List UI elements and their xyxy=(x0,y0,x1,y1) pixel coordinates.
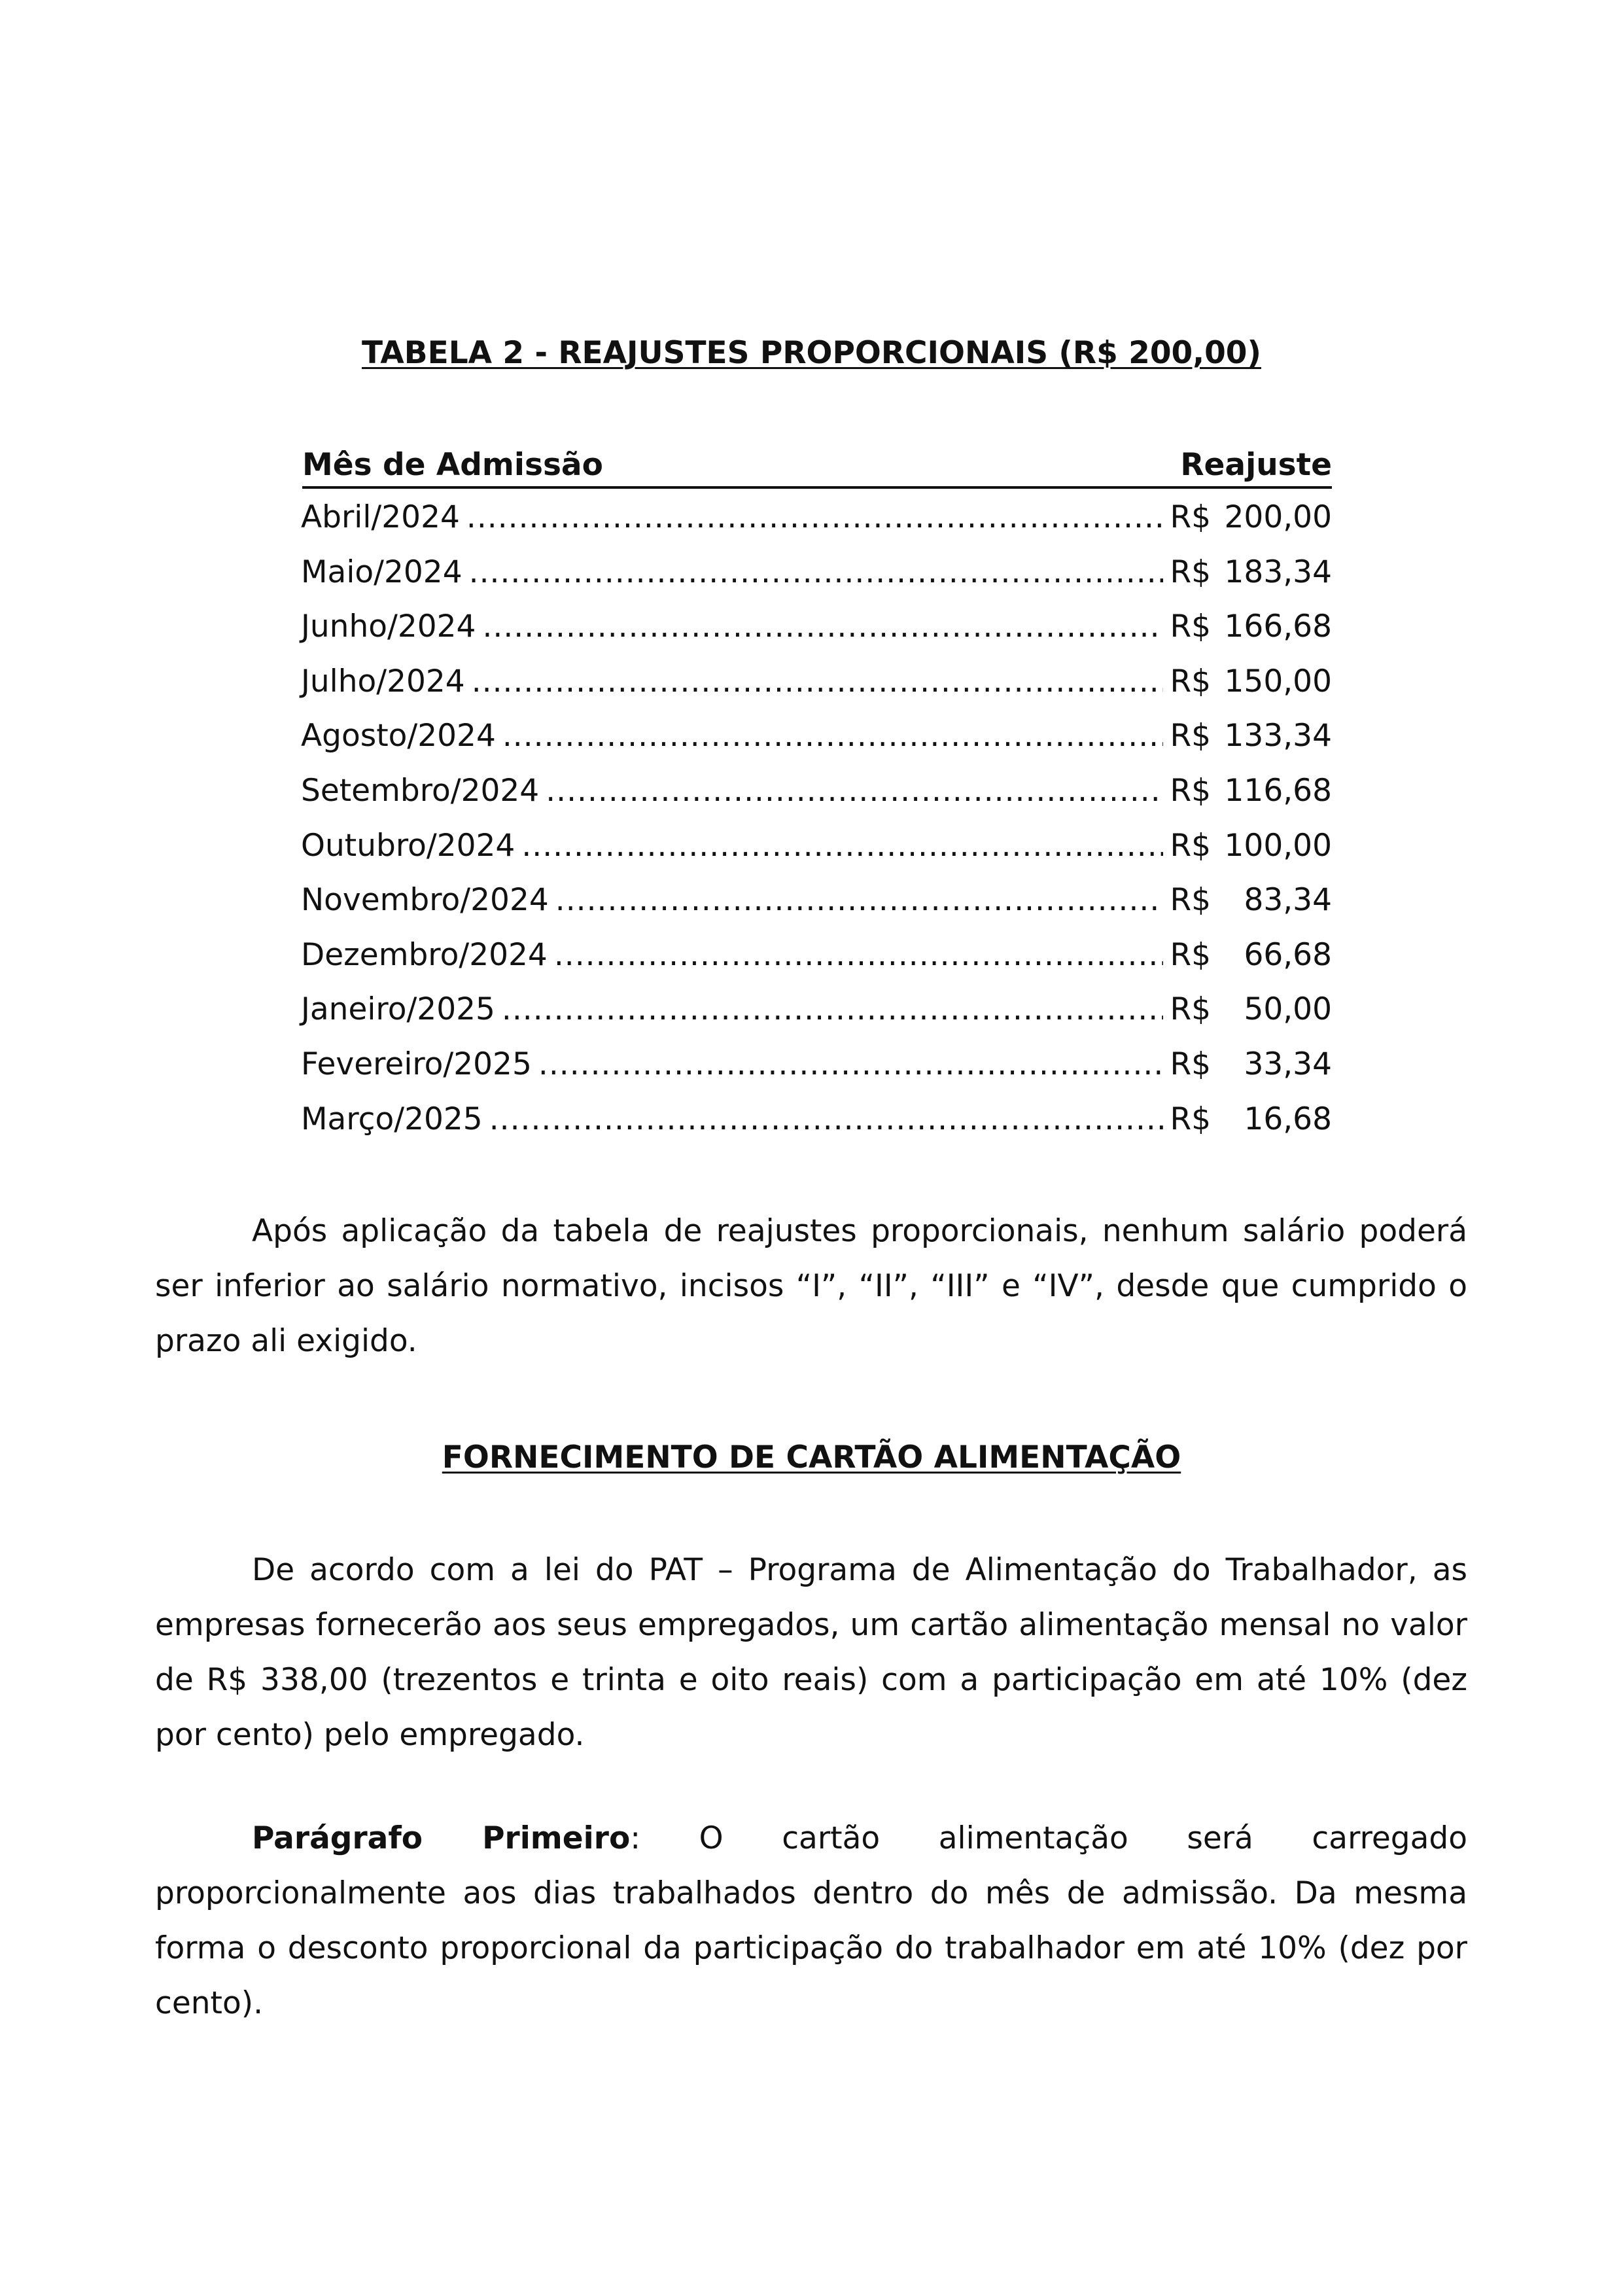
dot-leader xyxy=(555,882,1164,918)
row-amount: 183,34 xyxy=(1224,554,1332,590)
row-amount: 66,68 xyxy=(1244,937,1332,973)
row-month: Março/2025 xyxy=(301,1101,483,1137)
header-month: Mês de Admissão xyxy=(302,447,603,483)
row-amount: 200,00 xyxy=(1224,499,1332,535)
row-month: Fevereiro/2025 xyxy=(301,1046,532,1082)
row-amount: 133,34 xyxy=(1224,718,1332,754)
dot-leader xyxy=(538,1046,1164,1082)
row-currency: R$ xyxy=(1170,882,1211,918)
dot-leader xyxy=(554,937,1164,973)
table-row xyxy=(301,1046,1332,1086)
row-currency: R$ xyxy=(1170,499,1211,535)
dot-leader xyxy=(469,554,1164,590)
table-row xyxy=(301,1101,1332,1140)
table-row xyxy=(301,991,1332,1031)
row-amount: 100,00 xyxy=(1224,828,1332,864)
table-row xyxy=(301,828,1332,867)
table-row xyxy=(301,554,1332,593)
dot-leader xyxy=(482,609,1163,645)
paragraph-pat: De acordo com a lei do PAT – Programa de Alimentação do Trabalhador, as empresas fornecerão aos seus empregados, um cartão alimentação mensal no valor de R$ 338,00 (trezentos e trinta e oito reais) com a participação em até 10% (dez por cento) pelo empregado. xyxy=(155,1552,1467,1753)
table-row xyxy=(301,499,1332,539)
dot-leader xyxy=(466,499,1164,535)
row-currency: R$ xyxy=(1170,609,1211,645)
row-month: Maio/2024 xyxy=(301,554,462,590)
row-month: Setembro/2024 xyxy=(301,773,540,809)
row-amount: 83,34 xyxy=(1244,882,1332,918)
table-row xyxy=(301,882,1332,921)
paragraph-first xyxy=(155,1811,1467,2031)
table-row xyxy=(301,773,1332,812)
row-month: Agosto/2024 xyxy=(301,718,496,754)
row-currency: R$ xyxy=(1170,773,1211,809)
dot-leader xyxy=(502,991,1164,1027)
table-row xyxy=(301,718,1332,757)
row-month: Julho/2024 xyxy=(301,663,465,699)
row-currency: R$ xyxy=(1170,1101,1211,1137)
table-header xyxy=(302,447,1332,489)
row-amount: 166,68 xyxy=(1224,609,1332,645)
row-currency: R$ xyxy=(1170,663,1211,699)
row-currency: R$ xyxy=(1170,828,1211,864)
dot-leader xyxy=(521,828,1163,864)
row-amount: 50,00 xyxy=(1244,991,1332,1027)
dot-leader xyxy=(472,663,1164,699)
table-row xyxy=(301,609,1332,648)
row-month: Novembro/2024 xyxy=(301,882,549,918)
paragraph-minimum-salary: Após aplicação da tabela de reajustes proporcionais, nenhum salário poderá ser inferior ao salário normativo, incisos “I”, “II”, “III” e “IV”, desde que cumprido o prazo ali exigido. xyxy=(155,1213,1467,1359)
dot-leader xyxy=(546,773,1163,809)
row-currency: R$ xyxy=(1170,937,1211,973)
row-month: Junho/2024 xyxy=(301,609,476,645)
table-title: TABELA 2 - REAJUSTES PROPORCIONAIS (R$ 200,00) xyxy=(361,335,1261,371)
row-amount: 16,68 xyxy=(1244,1101,1332,1137)
row-amount: 150,00 xyxy=(1224,663,1332,699)
row-amount: 33,34 xyxy=(1244,1046,1332,1082)
row-month: Outubro/2024 xyxy=(301,828,515,864)
dot-leader xyxy=(502,718,1164,754)
row-amount: 116,68 xyxy=(1224,773,1332,809)
paragraph-first-label: Parágrafo Primeiro xyxy=(252,1820,631,1856)
paragraph-first-text: : O cartão alimentação será carregado proporcionalmente aos dias trabalhados dentro do mês de admissão. Da mesma forma o desconto proporcional da participação do trabalhador em até 10% (dez por cento). xyxy=(155,1820,1467,2021)
dot-leader xyxy=(489,1101,1164,1137)
row-currency: R$ xyxy=(1170,718,1211,754)
row-month: Abril/2024 xyxy=(301,499,460,535)
table-row xyxy=(301,663,1332,703)
row-currency: R$ xyxy=(1170,554,1211,590)
row-month: Janeiro/2025 xyxy=(301,991,495,1027)
row-currency: R$ xyxy=(1170,991,1211,1027)
section-title: FORNECIMENTO DE CARTÃO ALIMENTAÇÃO xyxy=(442,1439,1181,1475)
header-value: Reajuste xyxy=(1180,447,1332,483)
table-row xyxy=(301,937,1332,976)
row-currency: R$ xyxy=(1170,1046,1211,1082)
row-month: Dezembro/2024 xyxy=(301,937,548,973)
